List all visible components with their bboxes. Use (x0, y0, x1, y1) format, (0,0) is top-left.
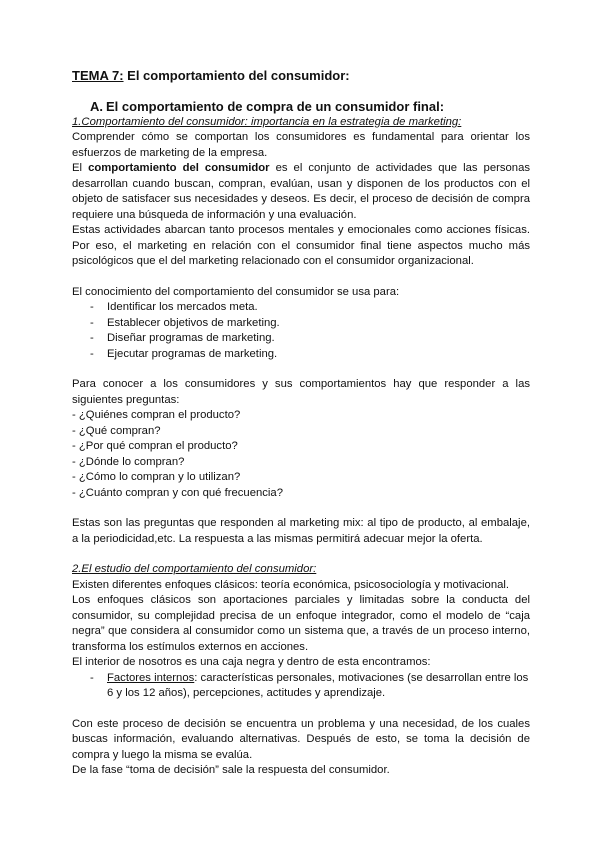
section-2-paragraph-4: Con este proceso de decisión se encuentra un problema y una necesidad, de los cuales buscas información, evaluando alternativas. Después de esto, se toma la decisión de compra y luego la misma se evalúa. (72, 717, 530, 761)
section-1-paragraph-4: El conocimiento del comportamiento del consumidor se usa para: (72, 285, 400, 298)
question-line: - ¿Cuánto compran y con qué frecuencia? (72, 486, 283, 499)
factors-text: : características personales, motivaciones (se desarrollan entre los 6 y los 12 años), percepciones, actitudes y aprendizaje. (107, 671, 529, 699)
list-item: - Establecer objetivos de marketing. (90, 316, 530, 332)
title-prefix: TEMA 7: (72, 68, 124, 83)
section-1-paragraph-1: Comprender cómo se comportan los consumidores es fundamental para orientar los esfuerzos de marketing de la empresa. (72, 131, 530, 159)
question-line: - ¿Qué compran? (72, 424, 161, 437)
uses-list (72, 300, 530, 362)
section-a-text: El comportamiento de compra de un consumidor final: (106, 98, 445, 114)
document-page (72, 68, 530, 779)
section-1-heading: 1.Comportamiento del consumidor: importancia en la estrategia de marketing: (72, 115, 462, 128)
title-text: El comportamiento del consumidor: (123, 68, 350, 83)
list-item: - Ejecutar programas de marketing. (90, 347, 530, 363)
factors-label: Factores internos (107, 671, 195, 684)
factors-list (72, 671, 530, 702)
p2-bold-term: comportamiento del consumidor (88, 162, 270, 174)
section-1-paragraph-6: Estas son las preguntas que responden al marketing mix: al tipo de producto, al embalaje, a la periodicidad,etc. La respuesta a las mismas permitirá adecuar mejor la oferta. (72, 517, 530, 545)
page-title (72, 68, 530, 84)
section-1-paragraph-2 (72, 161, 530, 223)
section-1-paragraph-5: Para conocer a los consumidores y sus comportamientos hay que responder a las siguientes preguntas: (72, 378, 530, 406)
question-line: - ¿Quiénes compran el producto? (72, 409, 241, 421)
section-a-title (90, 99, 530, 115)
list-item: - Identificar los mercados meta. (90, 300, 530, 316)
section-2-heading: 2.El estudio del comportamiento del consumidor: (72, 563, 317, 575)
question-line: - ¿Por qué compran el producto? (72, 440, 238, 452)
list-item: - Diseñar programas de marketing. (90, 331, 530, 347)
section-a-letter: A. (90, 98, 103, 114)
section-2-paragraph-3: El interior de nosotros es una caja negra y dentro de esta encontramos: (72, 656, 431, 668)
p2-post: es el conjunto de actividades que las personas desarrollan cuando buscan, compran, evalúan, usan y disponen de los productos con el objeto de satisfacer sus necesidades y deseos. Es decir, el proceso de decisión de compra requiere una búsqueda de información y una evaluación. (72, 162, 531, 221)
section-1-paragraph-3: Estas actividades abarcan tanto procesos mentales y emocionales como acciones físicas. Por eso, el marketing en relación con el consumidor final tiene aspectos mucho más psicológicos que el del marketing relacionado con el consumidor organizacional. (72, 224, 530, 267)
question-line: - ¿Dónde lo compran? (72, 455, 185, 468)
section-2-paragraph-5: De la fase “toma de decisión” sale la respuesta del consumidor. (72, 764, 390, 776)
section-2-paragraph-1: Existen diferentes enfoques clásicos: teoría económica, psicosociología y motivacional. (72, 578, 510, 591)
list-item (90, 671, 530, 702)
p2-pre: El (72, 162, 89, 174)
section-2-paragraph-2: Los enfoques clásicos son aportaciones parciales y limitadas sobre la conducta del consumidor, su complejidad precisa de un enfoque integrador, como el modelo de “caja negra” que considera al consumidor como un sistema que, a través de un proceso interno, transforma los estímulos externos en acciones. (72, 594, 530, 653)
question-line: - ¿Cómo lo compran y lo utilizan? (72, 471, 241, 483)
